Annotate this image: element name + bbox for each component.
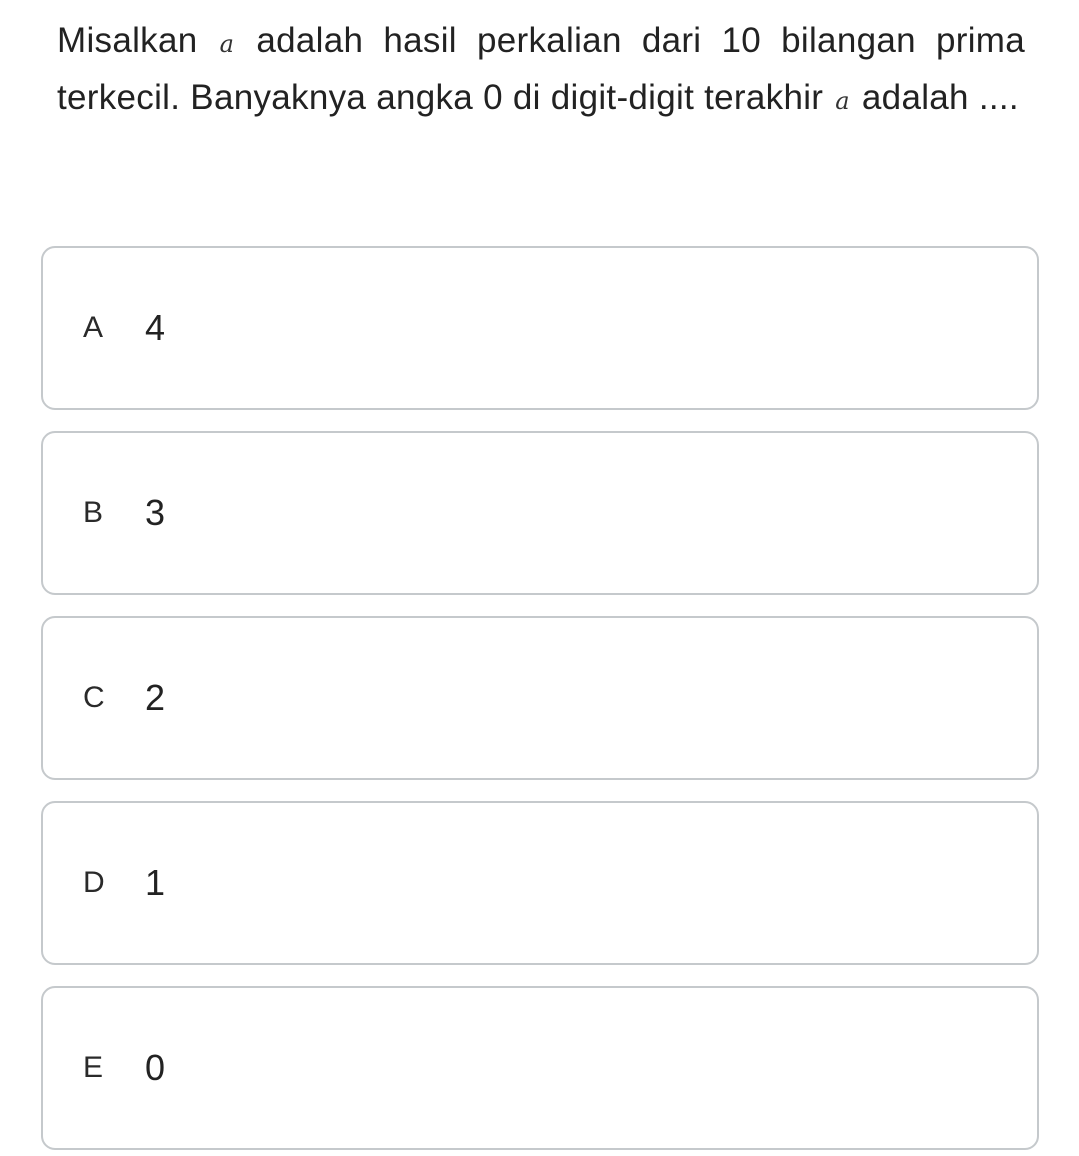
option-letter: A — [83, 311, 104, 344]
option-b[interactable] — [41, 431, 1039, 595]
answer-options — [41, 246, 1039, 1150]
option-e[interactable] — [41, 986, 1039, 1150]
option-letter: B — [83, 496, 104, 529]
option-text: 1 — [145, 862, 166, 903]
option-text: 0 — [145, 1047, 166, 1088]
option-letter: C — [83, 681, 105, 714]
option-text: 4 — [145, 307, 166, 348]
option-text: 2 — [145, 677, 166, 718]
question-part-3: adalah .... — [861, 78, 1019, 117]
variable-a: a — [835, 87, 850, 115]
question-part-2: adalah hasil perkalian dari 10 bilangan prima terkecil. Banyaknya angka 0 di digit-digit terakhir — [57, 21, 1026, 117]
option-text: 3 — [145, 492, 166, 533]
option-letter: E — [83, 1051, 104, 1084]
option-a[interactable] — [41, 246, 1039, 410]
question-part-1: Misalkan — [57, 21, 198, 60]
option-c[interactable] — [41, 616, 1039, 780]
question-text — [57, 14, 1025, 128]
option-d[interactable] — [41, 801, 1039, 965]
option-letter: D — [83, 866, 105, 899]
variable-a: a — [219, 30, 235, 58]
